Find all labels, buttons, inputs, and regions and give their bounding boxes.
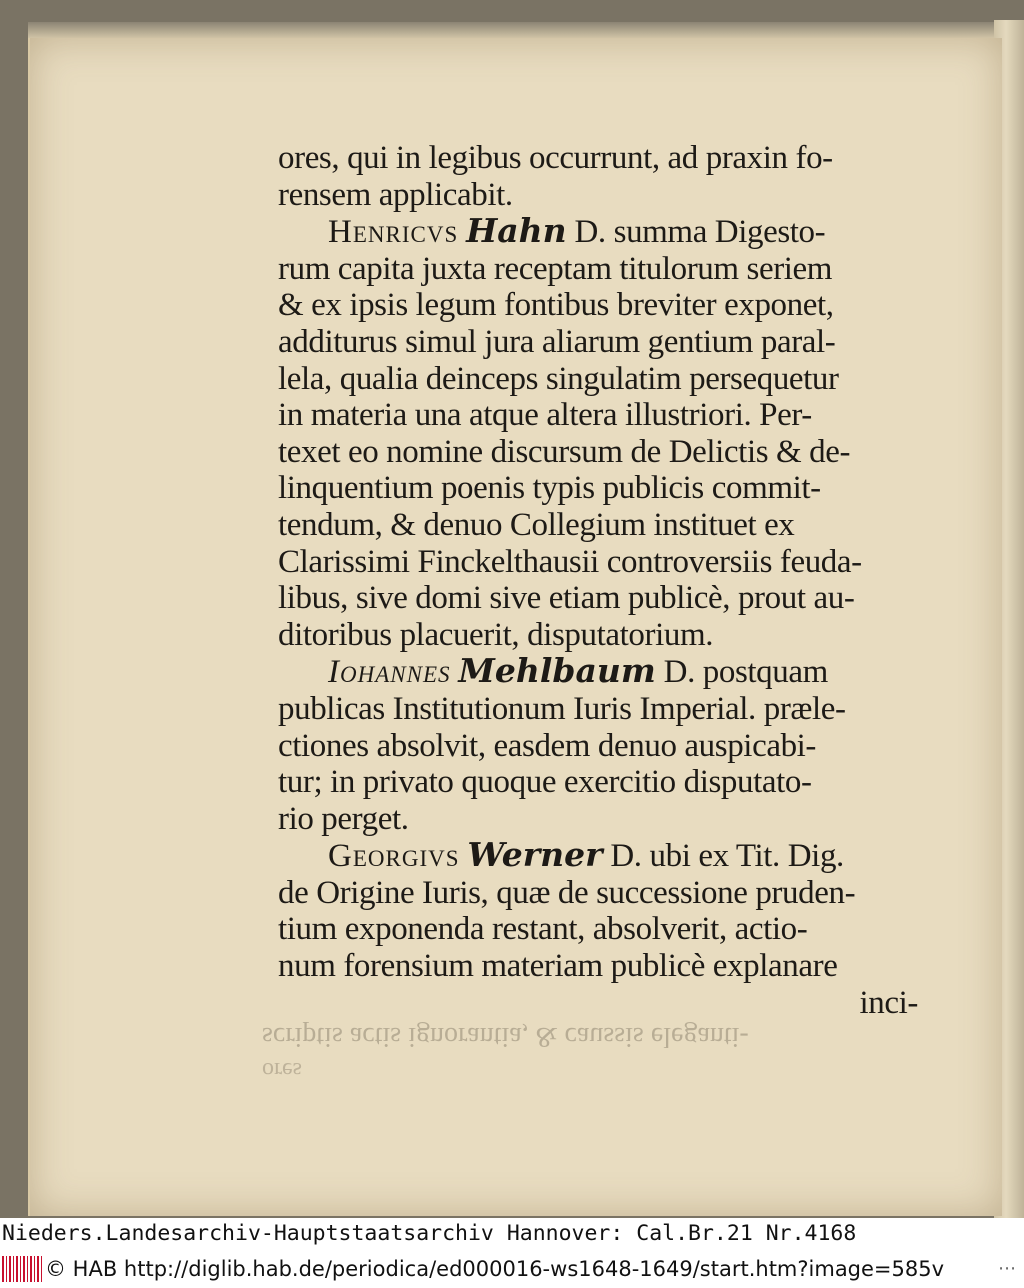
text-line: ditoribus placuerit, disputatorium. bbox=[278, 616, 714, 653]
text-line bbox=[278, 837, 918, 875]
text-line: de Origine Iuris, quæ de successione pruden- bbox=[278, 874, 856, 911]
text-line: tendum, & denuo Collegium instituet ex bbox=[278, 506, 795, 543]
copyright-url-bar bbox=[0, 1250, 1024, 1288]
person-surname: Werner bbox=[467, 835, 603, 875]
text-line: in materia una atque altera illustriori. Per- bbox=[278, 397, 812, 434]
person-surname: Hahn bbox=[466, 211, 567, 251]
text-line: ctiones absolvit, easdem denuo auspicabi- bbox=[278, 727, 817, 764]
text-line: lela, qualia deinceps singulatim persequetur bbox=[278, 360, 839, 397]
bleed-through-ghost: ores bbox=[262, 1057, 302, 1083]
text-line: tur; in privato quoque exercitio disputato- bbox=[278, 764, 812, 801]
text-fragment: D. postquam bbox=[655, 654, 828, 691]
source-url[interactable]: © HAB http://diglib.hab.de/periodica/ed000016-ws1648-1649/start.htm?image=585v bbox=[45, 1257, 945, 1281]
hab-barcode-logo-icon bbox=[2, 1256, 42, 1282]
bleed-through-text: scriptis actis ignorantia, & caussis eleganti- bbox=[262, 1021, 749, 1052]
text-fragment: D. ubi ex Tit. Dig. bbox=[602, 838, 844, 875]
archive-citation: Nieders.Landesarchiv-Hauptstaatsarchiv Hannover: Cal.Br.21 Nr.4168 bbox=[2, 1221, 857, 1246]
text-line: & ex ipsis legum fontibus breviter exponet, bbox=[278, 287, 834, 324]
text-line: rum capita juxta receptam titulorum seriem bbox=[278, 250, 833, 287]
person-surname: Mehlbaum bbox=[458, 651, 656, 691]
page-text bbox=[278, 140, 918, 1021]
text-line: linquentium poenis typis publicis commit- bbox=[278, 470, 821, 507]
text-line: num forensium materiam publicè explanare bbox=[278, 948, 838, 985]
person-name: Henricvs bbox=[328, 214, 459, 251]
ellipsis-icon[interactable]: ⋯ bbox=[998, 1258, 1016, 1279]
text-line: Clarissimi Finckelthausii controversiis feuda- bbox=[278, 543, 862, 580]
text-line: publicas Institutionum Iuris Imperial. præle- bbox=[278, 690, 846, 727]
text-fragment: D. summa Digesto- bbox=[566, 214, 826, 251]
text-line: libus, sive domi sive etiam publicè, prout au- bbox=[278, 580, 855, 617]
text-line: texet eo nomine discursum de Delictis & de- bbox=[278, 433, 851, 470]
archive-citation-bar bbox=[0, 1218, 1024, 1250]
person-name: Georgivs bbox=[328, 838, 460, 875]
text-line: rensem applicabit. bbox=[278, 176, 513, 213]
person-name: Iohannes bbox=[328, 654, 451, 691]
text-line: additurus simul jura aliarum gentium paral- bbox=[278, 323, 836, 360]
text-line: ores, qui in legibus occurrunt, ad praxin fo- bbox=[278, 140, 833, 176]
text-line bbox=[278, 213, 918, 251]
catchword: inci- bbox=[859, 984, 918, 1021]
text-line: tium exponenda restant, absolverit, actio- bbox=[278, 911, 808, 948]
text-line: rio perget. bbox=[278, 800, 409, 837]
text-line bbox=[278, 653, 918, 691]
